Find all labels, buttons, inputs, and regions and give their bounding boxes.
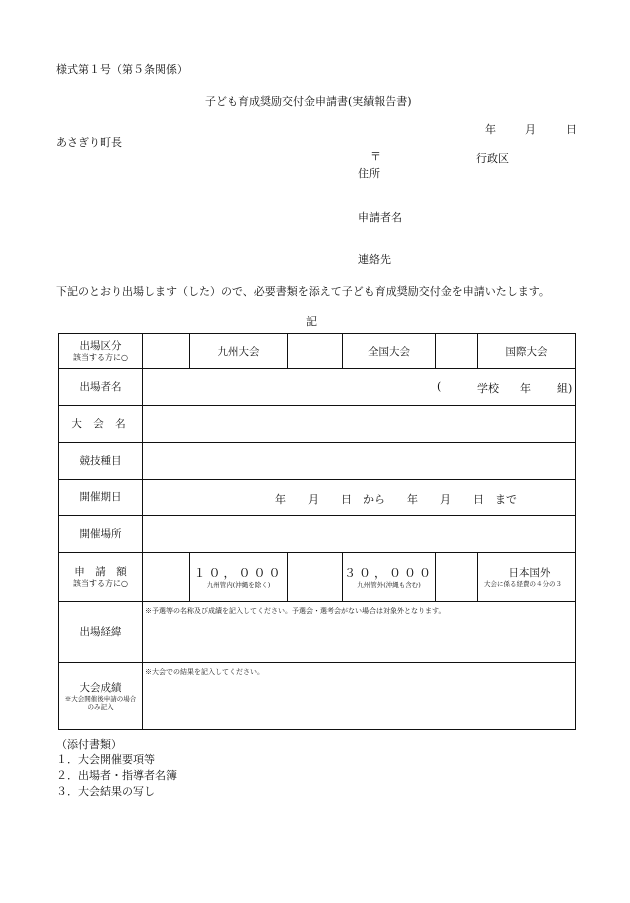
amount-check-10000[interactable]: [143, 553, 190, 602]
amount-label-text: 申 請 額: [74, 565, 127, 578]
amount-check-overseas[interactable]: [436, 553, 478, 602]
results-sub-text: ※大会開催後申請の場合のみ記入: [64, 694, 137, 711]
participant-row: [59, 369, 576, 406]
results-label-text: 大会成績: [79, 681, 122, 694]
participant-field[interactable]: [143, 369, 576, 406]
amount-value-30000: ３０，０００: [343, 565, 434, 580]
amount-value-10000: １０，０００: [193, 565, 284, 580]
attachment-item-2: ２．出場者・指導者名簿: [56, 769, 177, 782]
amount-check-30000[interactable]: [288, 553, 343, 602]
period-label: 開催期日: [59, 480, 143, 516]
amount-note-overseas: 大会に係る経費の４分の３: [484, 580, 562, 588]
form-number: 様式第１号（第５条関係）: [56, 63, 188, 76]
date-day: 日: [566, 123, 577, 136]
application-table: [58, 333, 576, 730]
contact-label: 連絡先: [358, 253, 391, 266]
category-option-international: 国際大会: [478, 334, 576, 369]
recipient: あさぎり町長: [56, 136, 122, 149]
event-row: [59, 443, 576, 480]
category-row: [59, 334, 576, 369]
date-year: 年: [485, 123, 496, 136]
intro-text: 下記のとおり出場します（した）ので、必要書類を添えて子ども育成奨励交付金を申請いたします。: [56, 285, 550, 298]
period-row: [59, 480, 576, 516]
category-sub-text: 該当する方に○: [73, 352, 128, 362]
page-title: 子ども育成奨励交付金申請書(実績報告書): [205, 95, 412, 108]
history-note: ※予選等の名称及び成績を記入してください。予選会・選考会がない場合は対象外となります。: [145, 607, 446, 615]
category-check-national[interactable]: [288, 334, 343, 369]
amount-option-overseas: [478, 553, 576, 602]
amount-label: [59, 553, 143, 602]
amount-sub-text: 該当する方に○: [73, 578, 128, 588]
period-text: 年 月 日 から 年 月 日 まで: [275, 493, 517, 506]
address-label: 住所: [358, 167, 380, 180]
amount-note-10000: 九州管内(沖縄を除く): [206, 580, 271, 589]
tournament-field[interactable]: [143, 406, 576, 443]
venue-row: [59, 516, 576, 553]
applicant-label: 申請者名: [358, 211, 402, 224]
amount-value-overseas: 日本国外: [508, 567, 551, 579]
category-label: [59, 334, 143, 369]
category-option-national: 全国大会: [343, 334, 436, 369]
category-label-text: 出場区分: [79, 339, 122, 352]
attachment-item-3: ３．大会結果の写し: [56, 785, 155, 798]
category-option-kyushu: 九州大会: [190, 334, 288, 369]
venue-field[interactable]: [143, 516, 576, 553]
district-label: 行政区: [476, 152, 509, 165]
history-label: 出場経緯: [59, 602, 143, 663]
results-row: [59, 663, 576, 730]
results-label: [59, 663, 143, 730]
amount-option-10000: [190, 553, 288, 602]
amount-option-30000: [343, 553, 436, 602]
results-field[interactable]: [143, 663, 576, 730]
category-check-international[interactable]: [436, 334, 478, 369]
amount-note-30000: 九州管外(沖縄も含む): [357, 580, 421, 589]
attachments-heading: （添付書類）: [56, 738, 122, 751]
event-label: 競技種目: [59, 443, 143, 480]
participant-school: 学校: [477, 382, 499, 395]
event-field[interactable]: [143, 443, 576, 480]
amount-row: [59, 553, 576, 602]
participant-paren-open: (: [437, 380, 442, 393]
tournament-label: 大 会 名: [59, 406, 143, 443]
results-note: ※大会での結果を記入してください。: [145, 668, 264, 676]
period-field[interactable]: [143, 480, 576, 516]
attachment-item-1: １．大会開催要項等: [56, 753, 155, 766]
participant-grade: 年: [520, 382, 531, 395]
tournament-row: [59, 406, 576, 443]
history-row: [59, 602, 576, 663]
postal-mark: 〒: [370, 150, 381, 163]
venue-label: 開催場所: [59, 516, 143, 553]
ki-label: 記: [306, 315, 317, 328]
participant-label: 出場者名: [59, 369, 143, 406]
participant-class: 組): [557, 382, 573, 395]
history-field[interactable]: [143, 602, 576, 663]
category-check-kyushu[interactable]: [143, 334, 190, 369]
date-month: 月: [525, 123, 536, 136]
